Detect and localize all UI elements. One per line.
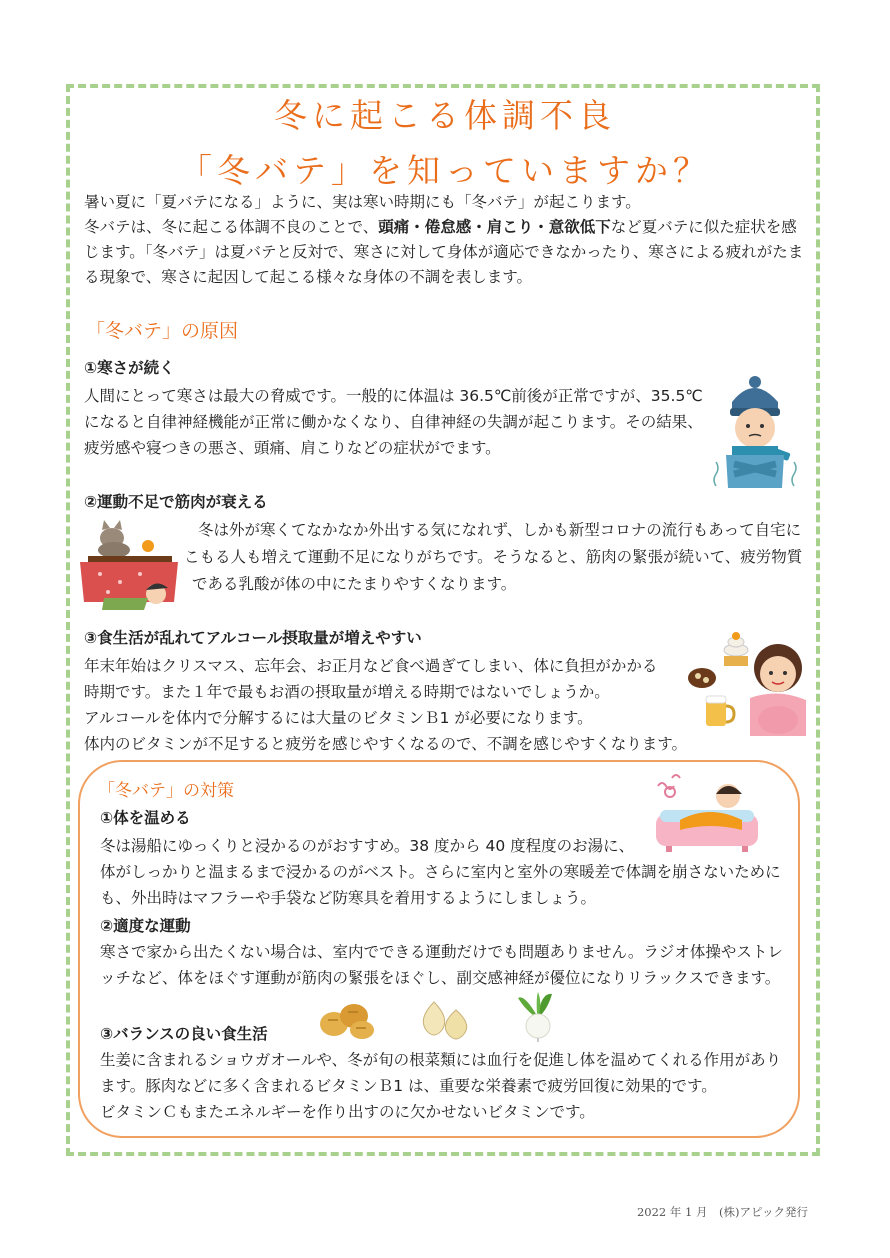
- measure1-line1: 冬は湯船にゆっくりと浸かるのがおすすめ。38 度から 40 度程度のお湯に、: [100, 837, 635, 855]
- cause1-line1: 人間にとって寒さは最大の脅威です。一般的に体温は 36.5℃前後が正常ですが、35.5℃: [84, 387, 703, 405]
- measure3-line1: 生姜に含まれるショウガオールや、冬が旬の根菜類には血行を促進し体を温めてくれる作用があり: [100, 1051, 782, 1069]
- cause3-line2: 時期です。また１年で最もお酒の摂取量が増える時期ではないでしょうか。: [84, 683, 610, 701]
- measure2-line2: ッチなど、体をほぐす運動が筋肉の緊張をほぐし、副交感神経が優位になりリラックスできます。: [100, 969, 781, 987]
- kotatsu-cat-illustration: [78, 516, 180, 612]
- intro-text-pre: 冬バテは、冬に起こる体調不良のことで、: [84, 218, 379, 236]
- intro-paragraph: [84, 190, 809, 290]
- measure1-title: ①体を温める: [100, 809, 191, 827]
- ginger-icon: [318, 996, 376, 1040]
- overeating-woman-illustration: [686, 628, 808, 740]
- cold-person-illustration: [712, 376, 796, 488]
- causes-heading: 「冬バテ」の原因: [86, 320, 239, 342]
- cause2-title: ②運動不足で筋肉が衰える: [84, 493, 268, 511]
- cause2-line1: 冬は外が寒くてなかなか外出する気になれず、しかも新型コロナの流行もあって自宅に: [198, 521, 802, 539]
- intro-line2: [84, 215, 809, 290]
- cause1-line2: になると自律神経機能が正常に働かなくなり、自律神経の失調が起こります。その結果、: [84, 413, 703, 431]
- publisher-footer: 2022 年 1 月 (株)アピック発行: [636, 1205, 808, 1219]
- page-title-line1: 冬に起こる体調不良: [274, 96, 616, 135]
- turnip-icon: [512, 992, 562, 1042]
- measure2-line1: 寒さで家から出たくない場合は、室内でできる運動だけでも問題ありません。ラジオ体操やストレ: [100, 943, 783, 961]
- intro-text-post: など夏バテに似た症状を感じます。「冬バテ」は夏バテと反対で、寒さに対して身体が適応できなかったり、寒さによる疲れがたまる現象で、寒さに起因して起こる様々な身体の不調を表します。: [84, 218, 804, 286]
- measure1-line3: も、外出時はマフラーや手袋など防寒具を着用するようにしましょう。: [100, 889, 597, 907]
- intro-symptoms-bold: 頭痛・倦怠感・肩こり・意欲低下: [378, 218, 611, 236]
- measure3-line2: ます。豚肉などに多く含まれるビタミンＢ1 は、重要な栄養素で疲労回復に効果的です。: [100, 1077, 717, 1095]
- cause1-title: ①寒さが続く: [84, 359, 175, 377]
- measure2-title: ②適度な運動: [100, 917, 191, 935]
- intro-line1: 暑い夏に「夏バテになる」ように、実は寒い時期にも「冬バテ」が起こります。: [84, 193, 641, 211]
- measure3-line3: ビタミンＣもまたエネルギーを作り出すのに欠かせないビタミンです。: [100, 1103, 595, 1121]
- cause1-line3: 疲労感や寝つきの悪さ、頭痛、肩こりなどの症状がでます。: [84, 439, 501, 457]
- cause2-line2: こもる人も増えて運動不足になりがちです。そうなると、筋肉の緊張が続いて、疲労物質: [184, 548, 803, 566]
- page-title-line2: 「冬バテ」を知っていますか？: [179, 151, 711, 190]
- measure3-title: ③バランスの良い食生活: [100, 1025, 268, 1043]
- measure1-line2: 体がしっかりと温まるまで浸かるのがベスト。さらに室内と室外の寒暖差で体調を崩さないために: [100, 863, 781, 881]
- bath-illustration: [650, 774, 762, 854]
- cause3-line4: 体内のビタミンが不足すると疲労を感じやすくなるので、不調を感じやすくなります。: [84, 735, 687, 753]
- garlic-icon: [416, 996, 474, 1042]
- cause2-line3: である乳酸が体の中にたまりやすくなります。: [192, 575, 517, 593]
- cause3-title: ③食生活が乱れてアルコール摂取量が増えやすい: [84, 629, 422, 647]
- cause3-line1: 年末年始はクリスマス、忘年会、お正月など食べ過ぎてしまい、体に負担がかかる: [84, 657, 658, 675]
- measures-heading: 「冬バテ」の対策: [98, 781, 234, 801]
- cause3-line3: アルコールを体内で分解するには大量のビタミンＢ1 が必要になります。: [84, 709, 593, 727]
